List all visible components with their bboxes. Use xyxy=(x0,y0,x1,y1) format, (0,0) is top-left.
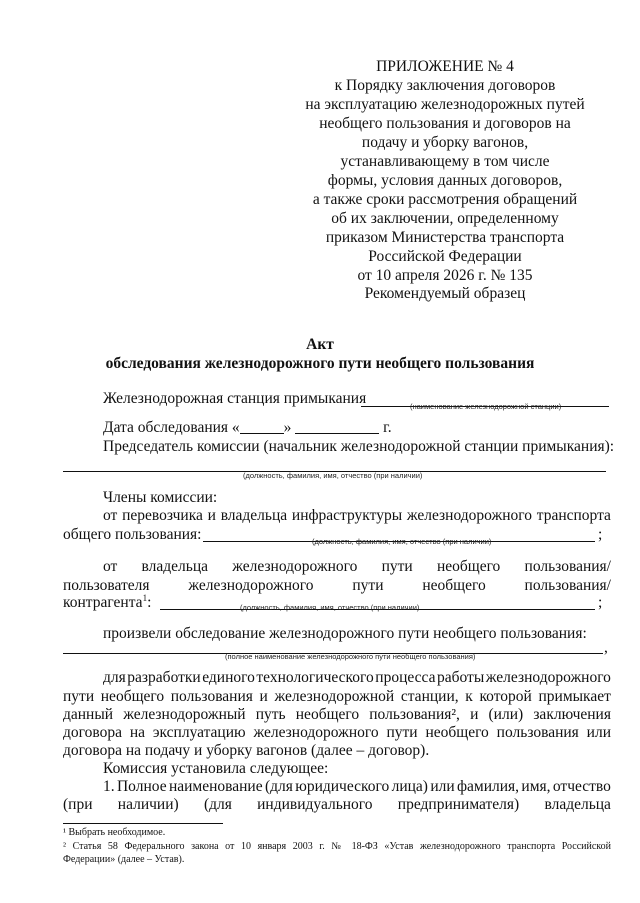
word: эксплуатацию xyxy=(152,724,246,741)
footnote-ref-1: 1 xyxy=(142,592,148,603)
appendix-header-line: а также сроки рассмотрения обращений xyxy=(312,191,578,208)
date-day-field[interactable] xyxy=(240,419,284,434)
doc-subtitle: обследования железнодорожного пути необщего пользования xyxy=(105,355,535,372)
appendix-header-line: на эксплуатацию железнодорожных путей xyxy=(305,96,585,113)
word: и xyxy=(207,507,216,524)
word: примыкает xyxy=(538,688,611,705)
appendix-header-line: приказом Министерства транспорта xyxy=(325,229,565,246)
word: заключения xyxy=(533,706,611,723)
word: от xyxy=(103,558,118,575)
word: станции, xyxy=(400,688,459,705)
appendix-header-line: об их заключении, определенному xyxy=(331,210,559,227)
word: для xyxy=(103,669,126,686)
word: единого xyxy=(202,669,255,686)
word: необщего xyxy=(436,558,501,575)
word: юридического xyxy=(295,778,390,795)
word: железнодорожного xyxy=(232,558,358,575)
word: наличии) xyxy=(117,796,179,813)
word: на xyxy=(129,724,145,741)
word: пути xyxy=(352,577,384,594)
word: разработки xyxy=(127,669,201,686)
word: (при xyxy=(63,796,93,813)
para1-line-1 xyxy=(103,668,611,688)
word: железнодорожного xyxy=(406,507,532,524)
footnote-2-line-2: Федерации» (далее – Устав). xyxy=(63,854,185,865)
word: и xyxy=(259,688,268,705)
word: фамилия, xyxy=(457,778,520,795)
footnote-1: ¹ Выбрать необходимое. xyxy=(63,827,166,838)
word: пути xyxy=(381,558,413,575)
word: необщего xyxy=(422,577,486,594)
carrier-line-2: общего пользования: xyxy=(63,526,202,543)
word: технологического xyxy=(256,669,374,686)
station-caption: (наименование железнодорожной станции) xyxy=(410,402,562,411)
word: (для xyxy=(203,796,232,813)
carrier-caption: (должность, фамилия, имя, отчество (при наличии) xyxy=(312,537,492,546)
carrier-semicolon: ; xyxy=(598,526,603,543)
survey-label: произвели обследование железнодорожного пути необщего пользования: xyxy=(103,625,587,642)
word: наименование xyxy=(168,778,263,795)
commission-found: Комиссия установила следующее: xyxy=(103,760,329,777)
word: пользователя xyxy=(63,577,150,594)
appendix-header-line: необщего пользования и договоров на xyxy=(319,115,571,132)
para1-line-2 xyxy=(63,687,611,707)
word: пользования/ xyxy=(524,558,611,575)
word: (для xyxy=(264,778,293,795)
members-label: Члены комиссии: xyxy=(103,489,218,506)
word: пути xyxy=(386,724,418,741)
word: 1. xyxy=(103,778,115,795)
date-month-field[interactable] xyxy=(295,419,379,434)
appendix-header-line: формы, условия данных договоров, xyxy=(327,172,563,189)
word: железнодорожной xyxy=(274,688,395,705)
word: транспорта xyxy=(536,507,611,524)
word: которой xyxy=(479,688,532,705)
word: железнодорожного xyxy=(188,577,314,594)
word: необщего xyxy=(100,688,165,705)
footnote-2-line-1: ² Статья 58 Федерального закона от 10 января 2003 г. № 18-ФЗ «Устав железнодорожного транспорта Российской xyxy=(63,841,611,852)
word: к xyxy=(465,688,473,705)
word: владельца xyxy=(220,507,288,524)
word: Полное xyxy=(116,778,167,795)
word: владельца xyxy=(141,558,209,575)
owner-semicolon: ; xyxy=(598,594,603,611)
word: пользования xyxy=(496,724,579,741)
chair-label: Председатель комиссии (начальник железнодорожной станции примыкания): xyxy=(103,438,615,455)
word: данный xyxy=(63,706,114,723)
sample-label: Рекомендуемый образец xyxy=(364,285,526,302)
word: работы xyxy=(437,669,485,686)
doc-title: Акт xyxy=(306,336,334,353)
word: договора xyxy=(63,724,122,741)
word: процесса xyxy=(375,669,436,686)
word: железнодорожного xyxy=(253,724,379,741)
chair-caption: (должность, фамилия, имя, отчество (при наличии) xyxy=(243,471,423,480)
word: пути xyxy=(63,688,95,705)
owner-line-3: контрагента$^1$: xyxy=(63,592,152,611)
word: железнодорожный xyxy=(123,706,246,723)
word: владельца xyxy=(544,796,611,813)
word: (или) xyxy=(488,706,524,723)
date-label: Дата обследования « » г. xyxy=(103,419,392,436)
track-caption: (полное наименование железнодорожного пути необщего пользования) xyxy=(225,652,476,661)
word: отчество xyxy=(552,778,611,795)
word: или xyxy=(430,778,455,795)
word: необщего xyxy=(295,706,360,723)
word: от xyxy=(103,507,118,524)
item1-line-2 xyxy=(63,795,611,815)
word: необщего xyxy=(425,724,489,741)
footnote-separator xyxy=(63,823,223,824)
appendix-header-line: от 10 апреля 2026 г. № 135 xyxy=(357,267,533,284)
word: индивидуального xyxy=(257,796,373,813)
owner-line-1 xyxy=(103,557,611,577)
word: пользования/ xyxy=(524,577,611,594)
word: пользования², xyxy=(369,706,460,723)
word: инфраструктуры xyxy=(291,507,403,524)
para1-line-4 xyxy=(63,723,611,743)
word: пользования xyxy=(170,688,253,705)
word: имя, xyxy=(521,778,551,795)
station-label: Железнодорожная станция примыкания xyxy=(103,390,367,407)
word: и xyxy=(470,706,479,723)
appendix-header-line: устанавливающему в том числе xyxy=(340,153,550,170)
word: железнодорожного xyxy=(485,669,611,686)
word: путь xyxy=(255,706,286,723)
para1-line-3 xyxy=(63,705,611,725)
para1-line-5: договора на подачу и уборку вагонов (далее – договор). xyxy=(63,742,430,759)
word: или xyxy=(586,724,611,741)
word: предпринимателя) xyxy=(397,796,520,813)
appendix-title: ПРИЛОЖЕНИЕ № 4 xyxy=(376,58,514,75)
owner-caption: (должность, фамилия, имя, отчество (при наличии) xyxy=(240,603,420,612)
appendix-header-line: Российской Федерации xyxy=(368,248,522,265)
survey-comma: , xyxy=(604,639,608,656)
word: лица) xyxy=(391,778,428,795)
carrier-line-1 xyxy=(103,506,611,526)
item1-line-1 xyxy=(103,777,611,797)
appendix-header-line: подачу и уборку вагонов, xyxy=(361,134,529,151)
word: перевозчика xyxy=(122,507,203,524)
appendix-header-line: к Порядку заключения договоров xyxy=(334,77,556,94)
